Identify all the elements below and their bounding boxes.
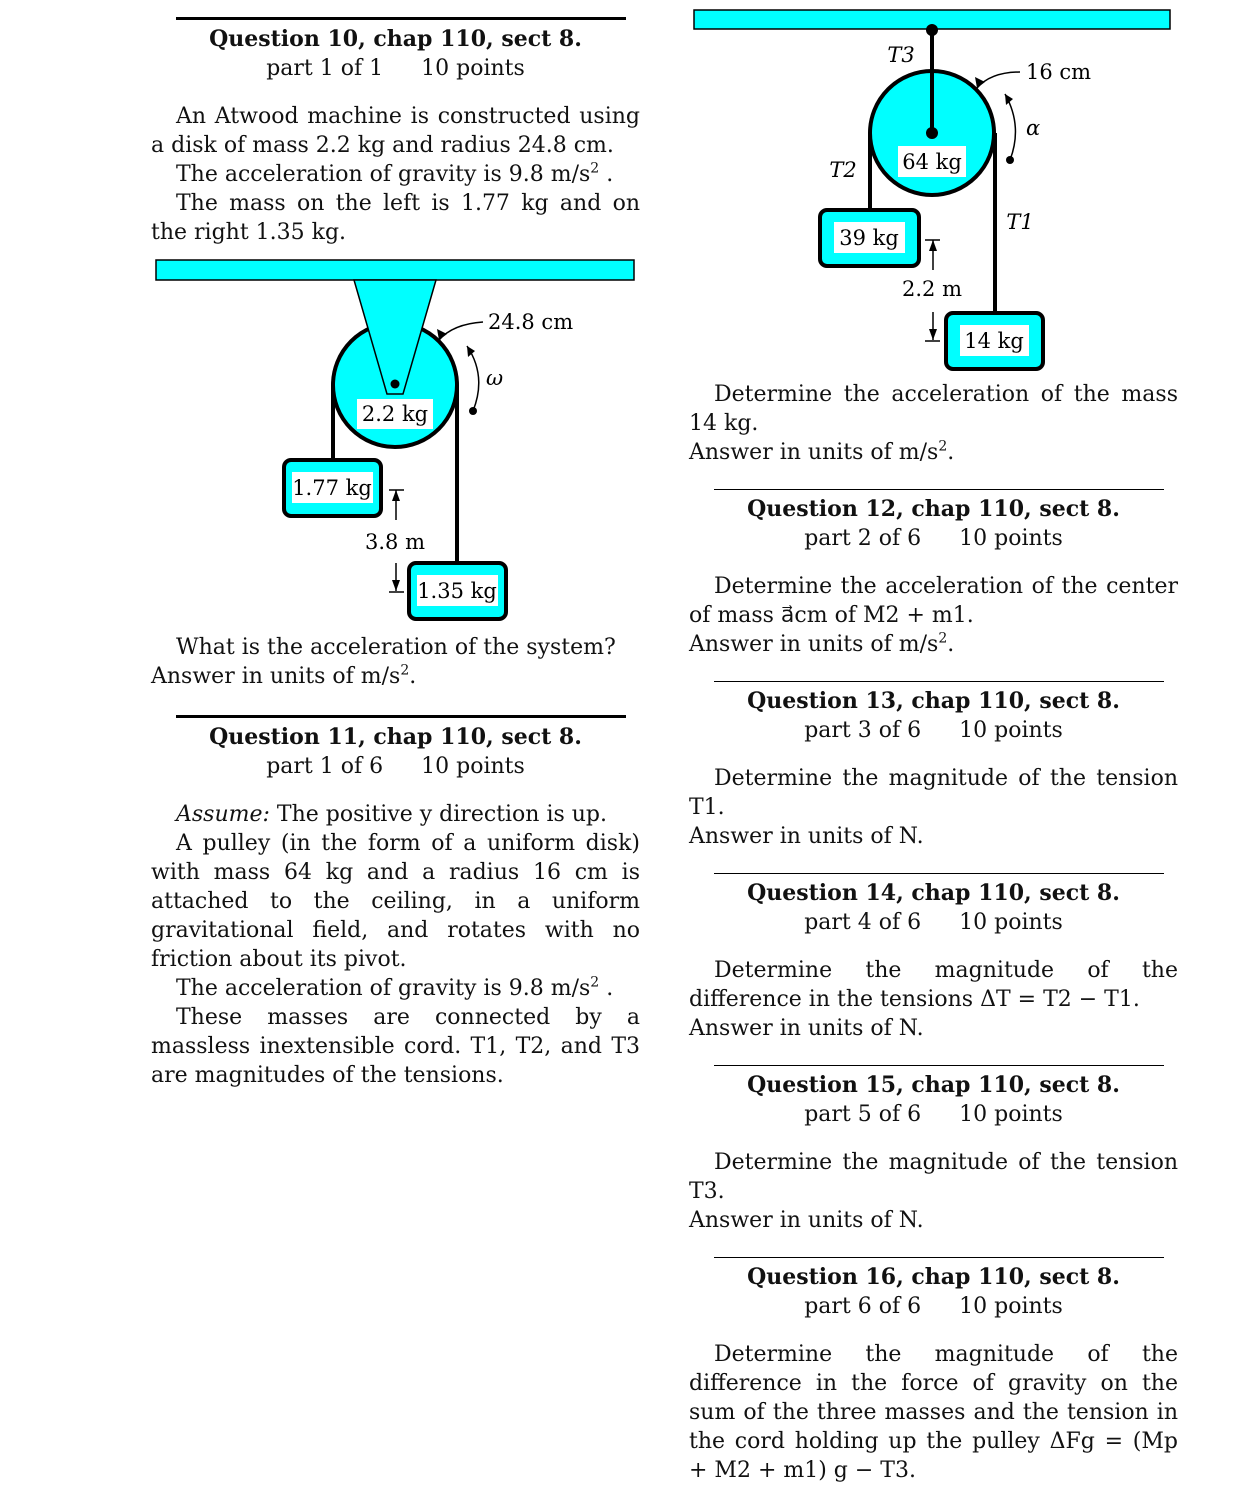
q14-part: part 4 of 6 bbox=[804, 910, 922, 935]
q12-header bbox=[689, 495, 1178, 553]
q11-part: part 1 of 6 bbox=[266, 754, 384, 779]
q10-part: part 1 of 1 bbox=[266, 56, 384, 81]
q11-question: Determine the acceleration of the mass 14 kg. bbox=[689, 382, 1178, 436]
q11-cord-desc: These masses are connected by a massless inextensible cord. T1, T2, and T3 are magnitudes of the tensions. bbox=[151, 1005, 640, 1088]
q10-answer-units: Answer in units of $m/s^2$. bbox=[151, 662, 417, 689]
q14-answer-units: Answer in units of N. bbox=[689, 1016, 924, 1041]
q11-top-rule bbox=[176, 715, 626, 718]
q14-question: Determine the magnitude of the difference in the tensions ΔT = T2 − T1. bbox=[689, 958, 1178, 1012]
q16-part: part 6 of 6 bbox=[804, 1294, 922, 1319]
q15-question: Determine the magnitude of the tension T3. bbox=[689, 1150, 1178, 1204]
q11-left-mass-label: 39 kg bbox=[839, 226, 899, 250]
q10-intro: An Atwood machine is constructed using a disk of mass 2.2 kg and radius 24.8 cm. bbox=[151, 104, 640, 158]
q11-t1-label: T1 bbox=[1006, 210, 1034, 234]
q10-height-label: 3.8 m bbox=[365, 530, 425, 554]
q11-t2-label: T2 bbox=[829, 158, 857, 182]
q11-assume: Assume: The positive y direction is up. bbox=[176, 802, 608, 827]
q11-title: Question 11, chap 110, sect 8. bbox=[209, 724, 582, 750]
q11-header bbox=[151, 723, 640, 781]
q11-t3-label: T3 bbox=[887, 43, 915, 67]
q11-disk-label: 64 kg bbox=[902, 150, 962, 174]
q10-question: What is the acceleration of the system? bbox=[176, 635, 616, 660]
left-column bbox=[151, 0, 640, 1090]
q14-title: Question 14, chap 110, sect 8. bbox=[747, 880, 1120, 906]
q14-header bbox=[689, 879, 1178, 937]
q16-top-rule bbox=[714, 1257, 1164, 1258]
q15-title: Question 15, chap 110, sect 8. bbox=[747, 1072, 1120, 1098]
q16-title: Question 16, chap 110, sect 8. bbox=[747, 1264, 1120, 1290]
q15-header bbox=[689, 1071, 1178, 1129]
q15-answer-units: Answer in units of N. bbox=[689, 1208, 924, 1233]
q10-top-rule bbox=[176, 17, 626, 20]
q10-disk-label: 2.2 kg bbox=[361, 402, 429, 426]
q12-answer-units: Answer in units of $m/s^2$. bbox=[689, 630, 955, 657]
q12-points: 10 points bbox=[959, 526, 1063, 551]
q12-part: part 2 of 6 bbox=[804, 526, 922, 551]
q13-points: 10 points bbox=[959, 718, 1063, 743]
q15-part: part 5 of 6 bbox=[804, 1102, 922, 1127]
q16-header bbox=[689, 1263, 1178, 1321]
q10-radius-label: 24.8 cm bbox=[488, 310, 574, 334]
q11-gravity: The acceleration of gravity is 9.8 $m/s^2$ . bbox=[176, 974, 614, 1001]
q11-points: 10 points bbox=[421, 754, 525, 779]
q11-pulley-figure bbox=[689, 0, 1178, 378]
q13-top-rule bbox=[714, 681, 1164, 682]
q10-header bbox=[151, 25, 640, 83]
q13-question: Determine the magnitude of the tension T1. bbox=[689, 766, 1178, 820]
q11-right-mass-label: 14 kg bbox=[964, 329, 1024, 353]
q11-alpha-label: α bbox=[1026, 116, 1041, 140]
q13-header bbox=[689, 687, 1178, 745]
q10-pivot bbox=[391, 380, 400, 389]
q10-points: 10 points bbox=[421, 56, 525, 81]
q12-question: Determine the acceleration of the center of mass a⃗cm of M2 + m1. bbox=[689, 574, 1178, 628]
q16-question: Determine the magnitude of the difference in the force of gravity on the sum of the three masses and the tension in the cord holding up the pulley ΔFg = (Mp + M2 + m1) g − T3. bbox=[689, 1342, 1178, 1483]
q14-points: 10 points bbox=[959, 910, 1063, 935]
q10-omega-label: ω bbox=[486, 366, 504, 390]
q11-answer-units: Answer in units of $m/s^2$. bbox=[689, 438, 955, 465]
q14-top-rule bbox=[714, 873, 1164, 874]
q12-top-rule bbox=[714, 489, 1164, 490]
q11-pulley-desc: A pulley (in the form of a uniform disk) with mass 64 kg and a radius 16 cm is attached to the ceiling, in a uniform gravitational field, and rotates with no friction about its pivot. bbox=[151, 831, 640, 972]
q11-radius-label: 16 cm bbox=[1026, 60, 1092, 84]
q10-title: Question 10, chap 110, sect 8. bbox=[209, 26, 582, 52]
q10-right-mass-label: 1.35 kg bbox=[417, 579, 497, 603]
q11-disk-pivot bbox=[926, 127, 938, 139]
q10-left-mass-label: 1.77 kg bbox=[292, 476, 372, 500]
q11-height-label: 2.2 m bbox=[902, 277, 962, 301]
q13-part: part 3 of 6 bbox=[804, 718, 922, 743]
q11-radius-leader bbox=[977, 72, 1020, 88]
q15-points: 10 points bbox=[959, 1102, 1063, 1127]
q15-top-rule bbox=[714, 1065, 1164, 1066]
q10-radius-leader bbox=[439, 322, 483, 340]
q10-masses: The mass on the left is 1.77 kg and on the right 1.35 kg. bbox=[151, 191, 640, 245]
q13-title: Question 13, chap 110, sect 8. bbox=[747, 688, 1120, 714]
q10-ceiling bbox=[156, 260, 634, 280]
q12-title: Question 12, chap 110, sect 8. bbox=[747, 496, 1120, 522]
q11-top-pivot bbox=[926, 24, 938, 36]
right-column bbox=[689, 0, 1178, 1485]
q10-gravity: The acceleration of gravity is 9.8 $m/s^2$ . bbox=[176, 160, 614, 187]
q13-answer-units: Answer in units of N. bbox=[689, 824, 924, 849]
q10-atwood-figure bbox=[151, 258, 640, 633]
q16-points: 10 points bbox=[959, 1294, 1063, 1319]
